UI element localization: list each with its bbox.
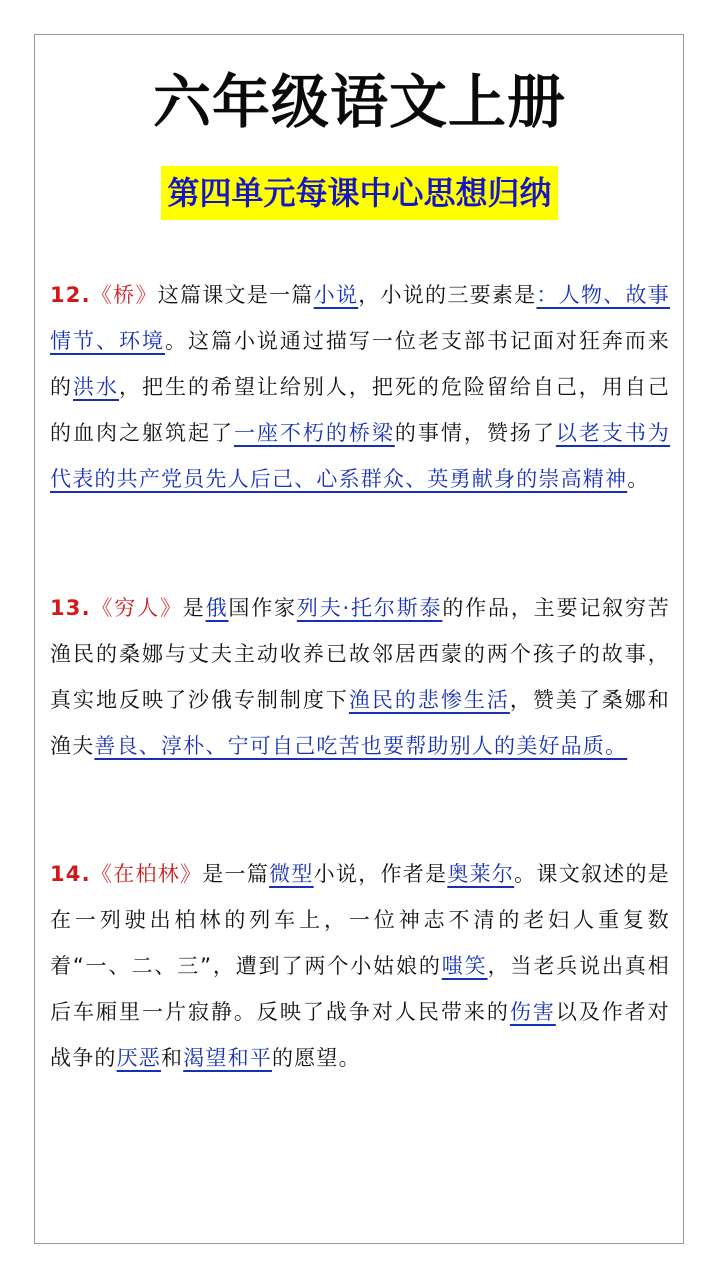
page-title: 六年级语文上册 xyxy=(152,68,566,136)
lesson-title: 《桥》 xyxy=(90,283,158,307)
lesson-text: 。 xyxy=(627,467,650,491)
lesson-text: 小说，作者是 xyxy=(313,862,448,886)
lesson-13 xyxy=(50,585,670,769)
subtitle-container xyxy=(0,166,719,220)
underlined-keyword: 一座不朽的桥梁 xyxy=(233,421,395,445)
underlined-keyword: 渴望和平 xyxy=(183,1046,273,1070)
underlined-keyword: ：人物、故事情节、环境 xyxy=(50,283,670,353)
lesson-title: 《穷人》 xyxy=(90,596,183,620)
underlined-keyword: 小说 xyxy=(313,283,359,307)
lesson-text: 。课文叙述的是在一列驶出柏林的列车上，一位神志不清的老妇人重复数着“一、二、三”，遭到了两个小姑娘的 xyxy=(50,862,670,978)
underlined-keyword: 列夫·托尔斯泰 xyxy=(296,596,443,620)
lesson-text: 这篇课文是一篇 xyxy=(157,283,314,307)
lesson-text: 的作品，主要记叙穷苦渔民的桑娜与丈夫主动收养已故邻居西蒙的两个孩子的故事，真实地反映了沙俄专制制度下 xyxy=(50,596,670,712)
underlined-keyword: 微型 xyxy=(269,862,314,886)
lesson-text: 是 xyxy=(182,596,206,620)
lesson-text: 是一篇 xyxy=(202,862,270,886)
underlined-keyword: 善良、淳朴、宁可自己吃苦也要帮助别人的美好品质。 xyxy=(94,734,628,758)
lesson-number: 13. xyxy=(50,596,91,620)
lesson-text: ，小说的三要素是 xyxy=(358,283,537,307)
underlined-keyword: 嗤笑 xyxy=(441,954,488,978)
lesson-text: 的事情，赞扬了 xyxy=(394,421,556,445)
lesson-body xyxy=(50,283,670,491)
lesson-text: 的愿望。 xyxy=(272,1046,361,1070)
underlined-keyword: 渔民的悲惨生活 xyxy=(348,688,510,712)
lesson-body xyxy=(50,596,670,758)
lesson-text: 和 xyxy=(161,1046,184,1070)
underlined-keyword: 洪水 xyxy=(73,375,119,399)
lesson-text: ，赞美了桑娜和渔夫 xyxy=(50,688,670,758)
lesson-number: 14. xyxy=(50,862,91,886)
lesson-text: ，当老兵说出真相后车厢里一片寂静。反映了战争对人民带来的 xyxy=(50,954,670,1024)
lesson-text: 国作家 xyxy=(228,596,297,620)
lesson-text: 以及作者对战争的 xyxy=(50,1000,670,1070)
underlined-keyword: 俄 xyxy=(205,596,229,620)
lesson-12 xyxy=(50,272,670,502)
underlined-keyword: 奥莱尔 xyxy=(447,862,515,886)
lesson-title: 《在柏林》 xyxy=(90,862,203,886)
lesson-number: 12. xyxy=(50,283,91,307)
lesson-body xyxy=(50,862,670,1070)
underlined-keyword: 厌恶 xyxy=(116,1046,162,1070)
underlined-keyword: 伤害 xyxy=(509,1000,556,1024)
page-subtitle: 第四单元每课中心思想归纳 xyxy=(161,166,557,220)
underlined-keyword: 以老支书为代表的共产党员先人后己、心系群众、英勇献身的崇高精神 xyxy=(50,421,671,491)
lesson-text: 。这篇小说通过描写一位老支部书记面对狂奔而来的 xyxy=(50,329,671,399)
lesson-text: ，把生的希望让给别人，把死的危险留给自己，用自己的血肉之躯筑起了 xyxy=(50,375,670,445)
lesson-14 xyxy=(50,851,670,1081)
